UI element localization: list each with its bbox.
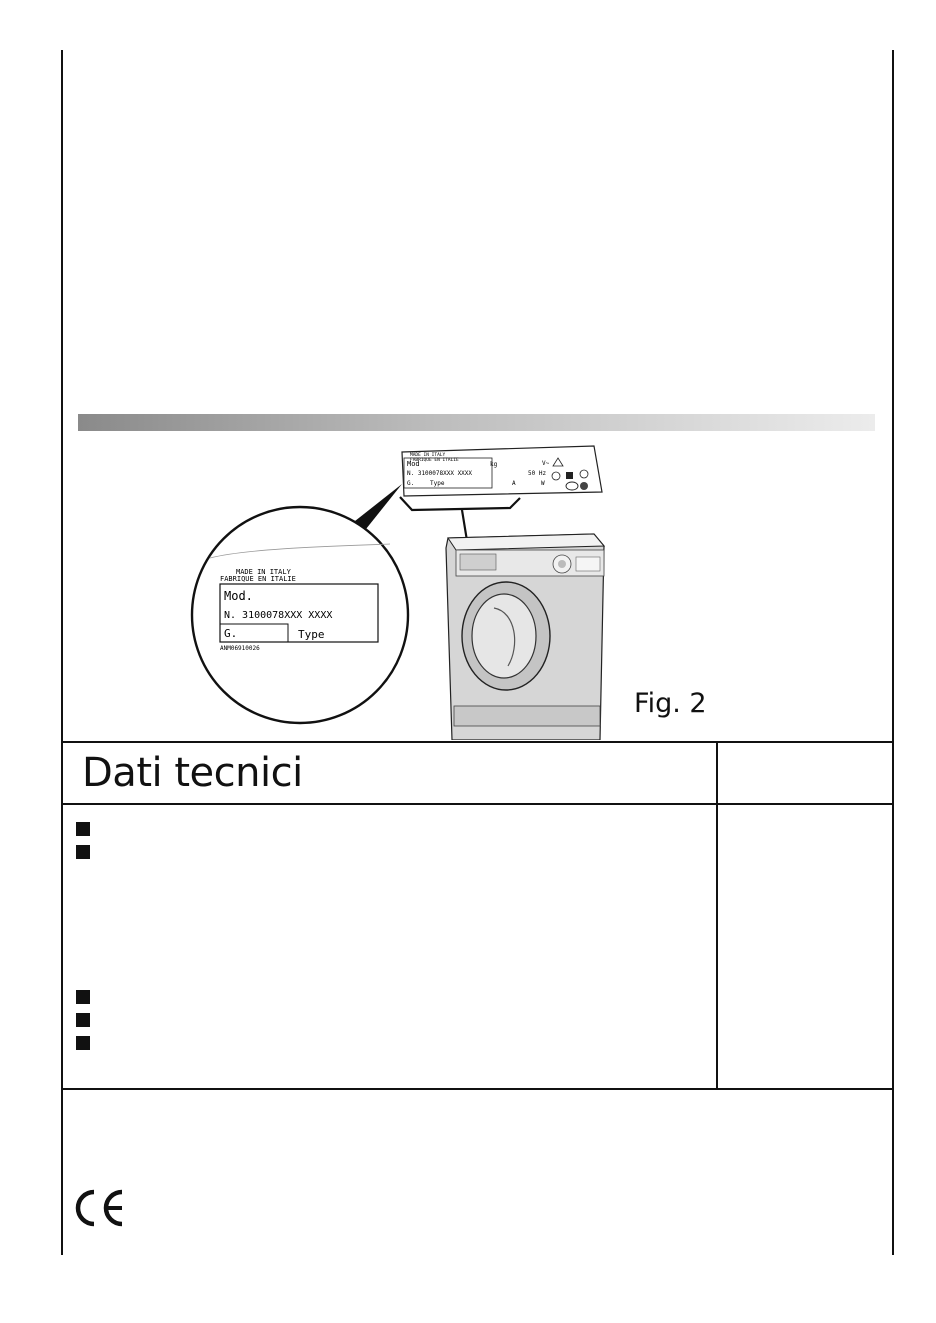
figure-caption: Fig. 2 xyxy=(634,688,707,719)
zoom-made-in: MADE IN ITALY xyxy=(236,568,291,576)
label-a: A xyxy=(512,480,516,487)
square-bullet-icon xyxy=(76,1036,90,1050)
label-v: V~ xyxy=(542,460,550,467)
rating-label-zoom xyxy=(192,507,408,723)
ce-mark-icon xyxy=(72,1188,126,1228)
zoom-code: ANM06910026 xyxy=(220,645,260,652)
frame-right-line xyxy=(892,50,894,1255)
square-bullet-icon xyxy=(76,822,90,836)
cert-square-icon xyxy=(566,472,573,479)
label-hz: 50 Hz xyxy=(528,470,547,477)
zoom-mod: Mod. xyxy=(224,589,253,603)
frame-left-line xyxy=(61,50,63,1255)
frame-column-divider xyxy=(716,741,718,1090)
washing-machine-drawing xyxy=(446,534,604,740)
cert-dot-icon xyxy=(580,482,588,490)
zoom-type: Type xyxy=(298,628,325,641)
section-gradient-bar xyxy=(78,414,875,431)
section-title: Dati tecnici xyxy=(82,750,303,796)
square-bullet-icon xyxy=(76,845,90,859)
square-bullet-icon xyxy=(76,1013,90,1027)
zoom-fabrique: FABRIQUE EN ITALIE xyxy=(220,575,296,583)
frame-hline-1 xyxy=(61,741,894,743)
washing-machine-label-figure xyxy=(190,440,620,740)
label-g: G. xyxy=(407,480,415,487)
zoom-serial: N. 3100078XXX XXXX xyxy=(224,610,333,621)
zoom-g: G. xyxy=(224,627,238,640)
frame-hline-2 xyxy=(61,803,894,805)
label-made-in: MADE IN ITALY xyxy=(410,453,446,458)
label-serial: N. 3100078XXX XXXX xyxy=(407,470,473,477)
label-mod: Mod xyxy=(407,460,420,468)
label-w: W xyxy=(541,480,545,487)
frame-hline-3 xyxy=(61,1088,894,1090)
square-bullet-icon xyxy=(76,990,90,1004)
rating-label-small xyxy=(402,446,602,496)
label-fabrique: FABRIQUE EN ITALIE xyxy=(410,458,459,463)
label-type: Type xyxy=(430,480,445,487)
label-kg: kg xyxy=(490,461,498,468)
